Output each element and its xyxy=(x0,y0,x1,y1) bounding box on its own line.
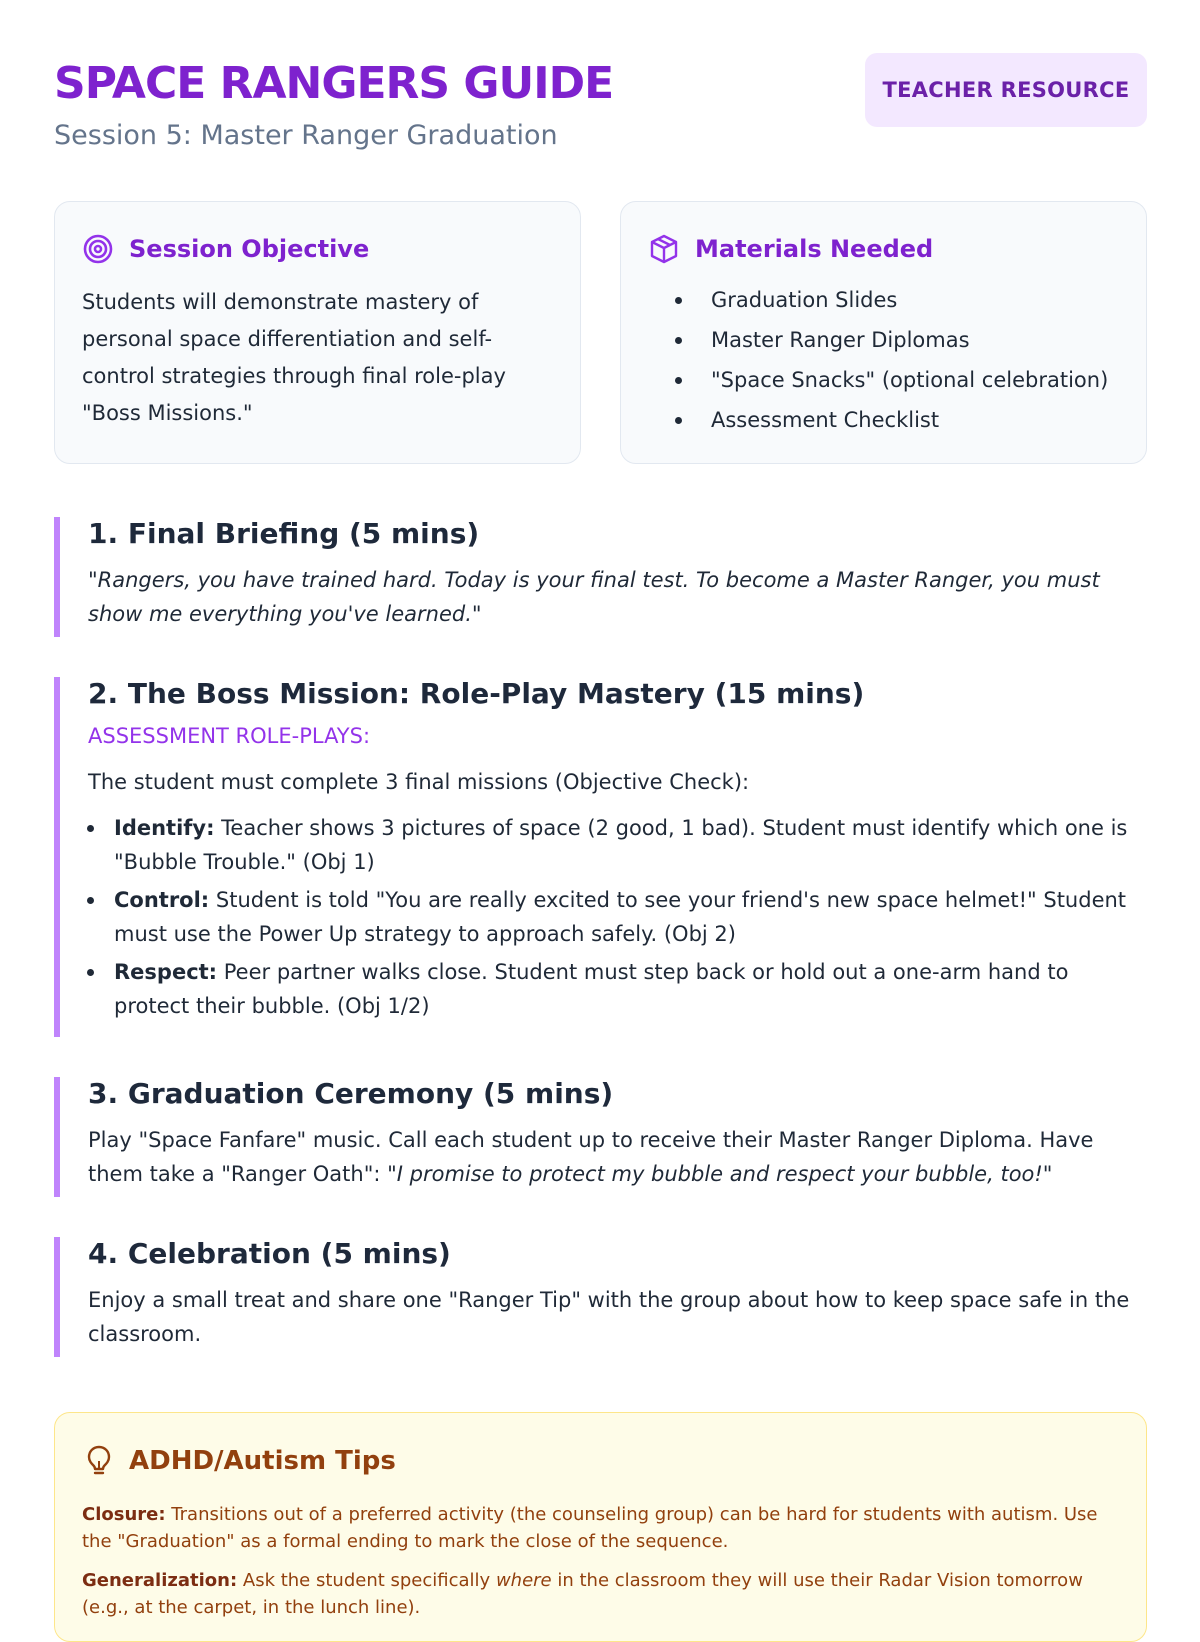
ranger-oath: "I promise to protect my bubble and respect your bubble, too!" xyxy=(387,1162,1053,1186)
target-icon xyxy=(82,233,114,265)
section-graduation-ceremony xyxy=(54,1077,1147,1197)
section-title: 4. Celebration (5 mins) xyxy=(88,1237,451,1270)
session-objective-text: Students will demonstrate mastery of personal space differentiation and self-control strategies through final role-play "Boss Missions." xyxy=(82,290,506,425)
lightbulb-icon xyxy=(85,1444,113,1478)
briefing-quote: "Rangers, you have trained hard. Today is your final test. To become a Master Ranger, you must show me everything you've learned." xyxy=(88,568,1100,626)
assessment-label: ASSESSMENT ROLE-PLAYS: xyxy=(88,724,371,748)
tip-text: Transitions out of a preferred activity (the counseling group) can be hard for students with autism. Use the "Graduation" as a formal ending to mark the close of the sequence. xyxy=(82,1504,1098,1552)
tip-text: in the classroom they will use their Radar Vision tomorrow (e.g., at the carpet, in the lunch line). xyxy=(82,1570,1083,1618)
section-title: 3. Graduation Ceremony (5 mins) xyxy=(88,1077,614,1110)
materials-card xyxy=(620,201,1147,464)
materials-item: Graduation Slides xyxy=(648,280,1128,320)
tip-text: Ask the student specifically xyxy=(237,1570,496,1591)
mission-list xyxy=(88,811,1147,1023)
materials-item: "Space Snacks" (optional celebration) xyxy=(648,360,1128,400)
materials-title: Materials Needed xyxy=(695,235,934,263)
celebration-text: Enjoy a small treat and share one "Ranger Tip" with the group about how to keep space safe in the classroom. xyxy=(88,1288,1130,1346)
tip-lead: Closure: xyxy=(82,1504,166,1525)
section-title: 1. Final Briefing (5 mins) xyxy=(88,517,480,550)
mission-item xyxy=(81,811,1147,879)
mission-lead: Identify: xyxy=(114,816,215,840)
mission-text: Student is told "You are really excited to see your friend's new space helmet!" Student must use the Power Up strategy to approach safely. (Obj 2) xyxy=(114,888,1127,946)
box-icon xyxy=(648,233,680,265)
page-header xyxy=(54,52,1147,162)
page-subtitle: Session 5: Master Ranger Graduation xyxy=(54,120,558,151)
mission-item xyxy=(81,955,1147,1023)
mission-lead: Respect: xyxy=(114,960,218,984)
mission-text: Peer partner walks close. Student must step back or hold out a one-arm hand to protect their bubble. (Obj 1/2) xyxy=(114,960,1069,1018)
section-final-briefing xyxy=(54,517,1147,637)
adhd-autism-tips-box xyxy=(54,1412,1147,1642)
tip-lead: Generalization: xyxy=(82,1570,238,1591)
lesson-page xyxy=(54,0,1147,1618)
session-objective-title: Session Objective xyxy=(129,235,370,263)
section-celebration xyxy=(54,1237,1147,1357)
materials-list xyxy=(648,280,1128,440)
mission-intro: The student must complete 3 final missions (Objective Check): xyxy=(88,770,750,794)
mission-text: Teacher shows 3 pictures of space (2 good, 1 bad). Student must identify which one is "Bubble Trouble." (Obj 1) xyxy=(114,816,1128,874)
mission-lead: Control: xyxy=(114,888,210,912)
tip-emphasis: where xyxy=(495,1570,552,1591)
materials-item: Assessment Checklist xyxy=(648,400,1128,440)
mission-item xyxy=(81,883,1147,951)
tips-body xyxy=(82,1501,1122,1633)
ceremony-instructions: Play "Space Fanfare" music. Call each student up to receive their Master Ranger Diploma. Have them take a "Ranger Oath": xyxy=(88,1128,1094,1186)
tips-title: ADHD/Autism Tips xyxy=(129,1446,396,1476)
page-title: SPACE RANGERS GUIDE xyxy=(54,58,614,109)
ceremony-text xyxy=(88,1123,1147,1191)
session-objective-card xyxy=(54,201,581,464)
section-boss-mission xyxy=(54,677,1147,1037)
tip-generalization xyxy=(82,1567,1122,1621)
section-title: 2. The Boss Mission: Role-Play Mastery (15 mins) xyxy=(88,677,865,710)
tip-closure xyxy=(82,1501,1122,1555)
materials-item: Master Ranger Diplomas xyxy=(648,320,1128,360)
teacher-resource-badge: TEACHER RESOURCE xyxy=(865,53,1147,127)
